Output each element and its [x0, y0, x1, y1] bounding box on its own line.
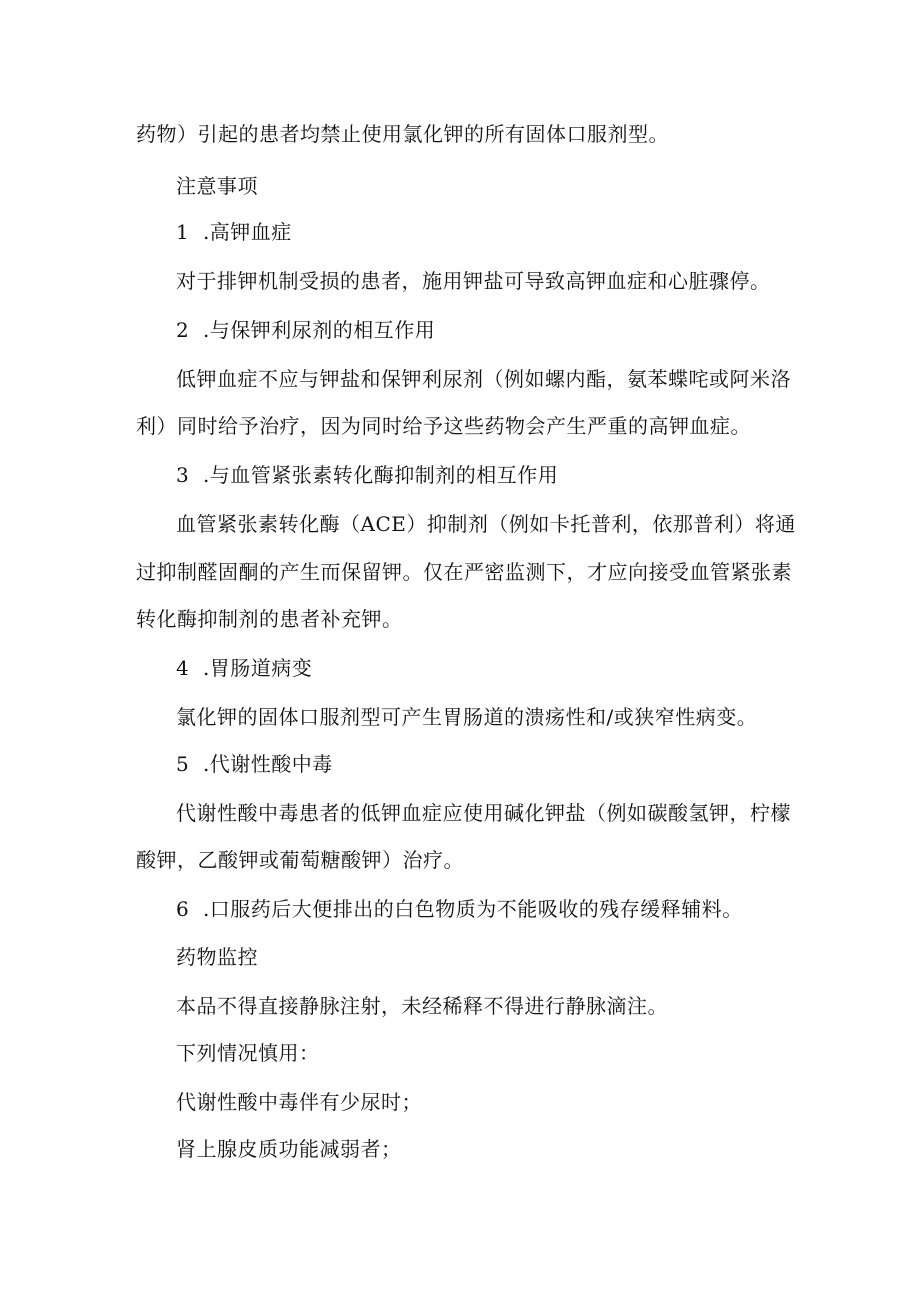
item-heading-1: 1 .高钾血症: [176, 220, 292, 244]
paragraph-continuation: 药物）引起的患者均禁止使用氯化钾的所有固体口服剂型。: [136, 122, 669, 146]
item-heading-6: 6 .口服药后大便排出的白色物质为不能吸收的残存缓释辅料。: [176, 897, 743, 921]
item-heading-4: 4 .胃肠道病变: [176, 656, 313, 680]
item-body-1: 对于排钾机制受损的患者，施用钾盐可导致高钾血症和心脏骤停。: [176, 269, 771, 293]
item-body-3-line-3: 转化酶抑制剂的患者补充钾。: [136, 607, 403, 631]
section-heading-monitoring: 药物监控: [176, 945, 258, 969]
caution-heading: 下列情况慎用：: [176, 1041, 320, 1065]
item-body-3-line-1: 血管紧张素转化酶（ACE）抑制剂（例如卡托普利，依那普利）将通: [176, 512, 796, 536]
item-heading-3: 3 .与血管紧张素转化酶抑制剂的相互作用: [176, 463, 559, 487]
item-heading-2: 2 .与保钾利尿剂的相互作用: [176, 318, 436, 342]
caution-item-1: 代谢性酸中毒伴有少尿时；: [176, 1090, 422, 1114]
item-body-5-line-1: 代谢性酸中毒患者的低钾血症应使用碱化钾盐（例如碳酸氢钾，柠檬: [176, 801, 791, 825]
item-body-5-line-2: 酸钾，乙酸钾或葡萄糖酸钾）治疗。: [136, 848, 464, 872]
item-body-3-line-2: 过抑制醛固酮的产生而保留钾。仅在严密监测下，才应向接受血管紧张素: [136, 560, 792, 584]
caution-item-2: 肾上腺皮质功能减弱者；: [176, 1137, 402, 1161]
item-body-2-line-1: 低钾血症不应与钾盐和保钾利尿剂（例如螺内酯，氨苯蝶咤或阿米洛: [176, 367, 791, 391]
item-body-4: 氯化钾的固体口服剂型可产生胃肠道的溃疡性和/或狭窄性病变。: [176, 705, 758, 729]
item-body-2-line-2: 利）同时给予治疗，因为同时给予这些药物会产生严重的高钾血症。: [136, 414, 751, 438]
section-heading-precautions: 注意事项: [176, 174, 258, 198]
item-heading-5: 5 .代谢性酸中毒: [176, 752, 333, 776]
monitoring-body: 本品不得直接静脉注射，未经稀释不得进行静脉滴注。: [176, 994, 668, 1018]
